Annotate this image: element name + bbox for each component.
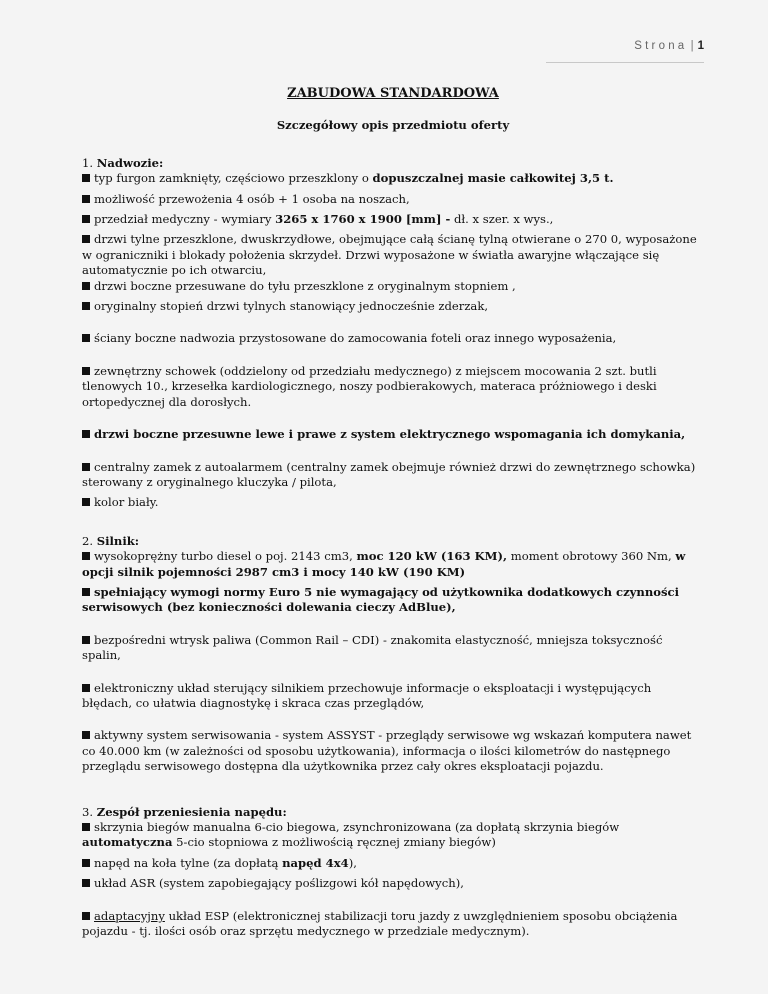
list-item: typ furgon zamknięty, częściowo przeszklony o dopuszczalnej masie całkowitej 3,5 t. <box>82 171 704 186</box>
page-header <box>634 40 704 52</box>
square-bullet-icon <box>82 588 90 596</box>
square-bullet-icon <box>82 879 90 887</box>
square-bullet-icon <box>82 731 90 739</box>
square-bullet-icon <box>82 174 90 182</box>
list-item: możliwość przewożenia 4 osób + 1 osoba na noszach, <box>82 192 704 207</box>
section-heading-silnik: 2. Silnik: <box>82 533 140 548</box>
square-bullet-icon <box>82 215 90 223</box>
square-bullet-icon <box>82 302 90 310</box>
square-bullet-icon <box>82 912 90 920</box>
section-heading-nadwozie: 1. Nadwozie: <box>82 155 164 170</box>
list-item: adaptacyjny układ ESP (elektronicznej stabilizacji toru jazdy z uwzględnieniem sposobu obciążenia pojazdu - tj. ilości osób oraz sprzętu medycznego w przedziale medycznym). <box>82 908 678 939</box>
square-bullet-icon <box>82 235 90 243</box>
list-item: wysokoprężny turbo diesel o poj. 2143 cm3, moc 120 kW (163 KM), moment obrotowy 360 Nm, w opcji silnik pojemności 2987 cm3 i mocy 140 kW (190 KM) <box>82 549 686 579</box>
square-bullet-icon <box>82 334 90 342</box>
list-item: drzwi boczne przesuwne lewe i prawe z system elektrycznego wspomagania ich domykania, <box>82 427 704 442</box>
list-item: napęd na koła tylne (za dopłatą napęd 4x4), <box>82 856 704 871</box>
list-item: aktywny system serwisowania - system ASSYST - przeglądy serwisowe wg wskazań komputera nawet co 40.000 km (w zależności od sposobu użytkowania), informacja o ilości kilometrów do następnego przeglądu serwisowego dostępna dla użytkownika przez cały okres eksploatacji pojazdu. <box>82 728 692 774</box>
document-title: ZABUDOWA STANDARDOWA <box>287 86 499 101</box>
document-body <box>82 86 704 939</box>
list-item: zewnętrzny schowek (oddzielony od przedziału medycznego) z miejscem mocowania 2 szt. butli tlenowych 10., krzesełka kardiologicznego, noszy podbierakowych, materaca próżniowego i deski ortopedycznej dla dorosłych. <box>82 363 657 409</box>
list-item: drzwi boczne przesuwane do tyłu przeszklone z oryginalnym stopniem , <box>82 279 704 294</box>
list-item: oryginalny stopień drzwi tylnych stanowiący jednocześnie zderzak, <box>82 299 704 314</box>
page-label: Strona <box>634 40 688 52</box>
square-bullet-icon <box>82 684 90 692</box>
list-item: układ ASR (system zapobiegający poślizgowi kół napędowych), <box>82 876 704 891</box>
square-bullet-icon <box>82 195 90 203</box>
square-bullet-icon <box>82 463 90 471</box>
square-bullet-icon <box>82 430 90 438</box>
list-item: drzwi tylne przeszklone, dwuskrzydłowe, obejmujące całą ścianę tylną otwierane o 270 0, wyposażone w ograniczniki i blokady położenia skrzydeł. Drzwi wyposażone w światła awaryjne włączające się automatycznie po ich otwarciu, <box>82 232 697 278</box>
page-separator: | <box>690 40 694 52</box>
square-bullet-icon <box>82 498 90 506</box>
square-bullet-icon <box>82 859 90 867</box>
list-item: przedział medyczny - wymiary 3265 x 1760 x 1900 [mm] - dł. x szer. x wys., <box>82 212 704 227</box>
list-item: bezpośredni wtrysk paliwa (Common Rail – CDI) - znakomita elastyczność, mniejsza toksyczność spalin, <box>82 632 663 663</box>
section-heading-naped: 3. Zespół przeniesienia napędu: <box>82 804 287 819</box>
square-bullet-icon <box>82 282 90 290</box>
list-item: centralny zamek z autoalarmem (centralny zamek obejmuje również drzwi do zewnętrznego schowka) sterowany z oryginalnego kluczyka / pilota, <box>82 459 696 489</box>
document-subtitle: Szczegółowy opis przedmiotu oferty <box>276 118 510 133</box>
list-item: kolor biały. <box>82 495 704 510</box>
page-number: 1 <box>697 40 704 52</box>
list-item: spełniający wymogi normy Euro 5 nie wymagający od użytkownika dodatkowych czynności serwisowych (bez konieczności dolewania cieczy AdBlue), <box>82 584 680 615</box>
list-item: skrzynia biegów manualna 6-cio biegowa, zsynchronizowana (za dopłatą skrzynia biegów automatyczna 5-cio stopniowa z możliwością ręcznej zmiany biegów) <box>82 820 620 850</box>
square-bullet-icon <box>82 823 90 831</box>
square-bullet-icon <box>82 636 90 644</box>
header-rule <box>546 62 704 63</box>
list-item: elektroniczny układ sterujący silnikiem przechowuje informacje o eksploatacji i występujących błędach, co ułatwia diagnostykę i skraca czas przeglądów, <box>82 680 652 710</box>
square-bullet-icon <box>82 552 90 560</box>
list-item: ściany boczne nadwozia przystosowane do zamocowania foteli oraz innego wyposażenia, <box>82 331 704 346</box>
square-bullet-icon <box>82 367 90 375</box>
